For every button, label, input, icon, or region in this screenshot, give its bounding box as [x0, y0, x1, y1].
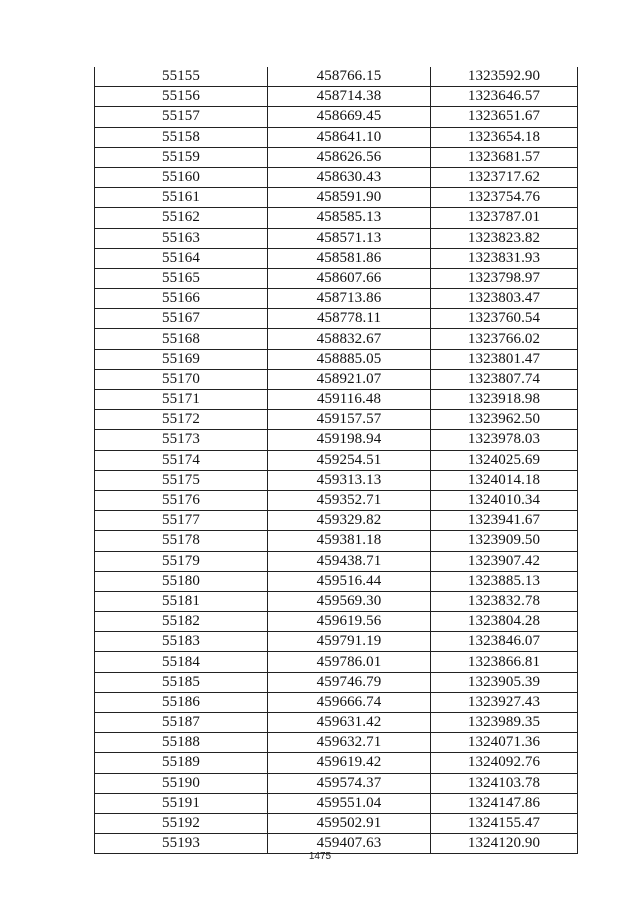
table-row [95, 450, 578, 470]
y-coordinate-cell: 1323646.57 [431, 87, 578, 107]
y-coordinate-cell: 1324147.86 [431, 793, 578, 813]
table-row [95, 67, 578, 87]
table-row [95, 430, 578, 450]
table-row [95, 228, 578, 248]
y-coordinate-cell: 1323754.76 [431, 188, 578, 208]
x-coordinate-cell: 459329.82 [268, 511, 431, 531]
y-coordinate-cell: 1324025.69 [431, 450, 578, 470]
table-row [95, 571, 578, 591]
table-row [95, 591, 578, 611]
table-row [95, 773, 578, 793]
table-row [95, 329, 578, 349]
y-coordinate-cell: 1323803.47 [431, 289, 578, 309]
table-row [95, 410, 578, 430]
point-id-cell: 55176 [95, 490, 268, 510]
x-coordinate-cell: 458885.05 [268, 349, 431, 369]
y-coordinate-cell: 1323766.02 [431, 329, 578, 349]
table-row [95, 167, 578, 187]
point-id-cell: 55180 [95, 571, 268, 591]
x-coordinate-cell: 458921.07 [268, 369, 431, 389]
x-coordinate-cell: 459116.48 [268, 390, 431, 410]
table-row [95, 672, 578, 692]
x-coordinate-cell: 458669.45 [268, 107, 431, 127]
coordinate-table [94, 67, 578, 854]
x-coordinate-cell: 459551.04 [268, 793, 431, 813]
y-coordinate-cell: 1323787.01 [431, 208, 578, 228]
x-coordinate-cell: 459666.74 [268, 692, 431, 712]
y-coordinate-cell: 1323978.03 [431, 430, 578, 450]
point-id-cell: 55160 [95, 167, 268, 187]
point-id-cell: 55190 [95, 773, 268, 793]
point-id-cell: 55165 [95, 268, 268, 288]
x-coordinate-cell: 458571.13 [268, 228, 431, 248]
table-row [95, 470, 578, 490]
point-id-cell: 55161 [95, 188, 268, 208]
table-row [95, 188, 578, 208]
y-coordinate-cell: 1323989.35 [431, 713, 578, 733]
point-id-cell: 55167 [95, 309, 268, 329]
y-coordinate-cell: 1324120.90 [431, 834, 578, 854]
table-row [95, 713, 578, 733]
point-id-cell: 55172 [95, 410, 268, 430]
x-coordinate-cell: 459574.37 [268, 773, 431, 793]
x-coordinate-cell: 458591.90 [268, 188, 431, 208]
y-coordinate-cell: 1323885.13 [431, 571, 578, 591]
table-row [95, 793, 578, 813]
y-coordinate-cell: 1323905.39 [431, 672, 578, 692]
x-coordinate-cell: 459407.63 [268, 834, 431, 854]
table-row [95, 369, 578, 389]
x-coordinate-cell: 459619.56 [268, 612, 431, 632]
table-row [95, 127, 578, 147]
table-row [95, 612, 578, 632]
page-number: 1475 [308, 851, 332, 862]
x-coordinate-cell: 458641.10 [268, 127, 431, 147]
table-row [95, 632, 578, 652]
y-coordinate-cell: 1323909.50 [431, 531, 578, 551]
point-id-cell: 55181 [95, 591, 268, 611]
x-coordinate-cell: 459632.71 [268, 733, 431, 753]
y-coordinate-cell: 1323681.57 [431, 147, 578, 167]
y-coordinate-cell: 1324103.78 [431, 773, 578, 793]
y-coordinate-cell: 1323831.93 [431, 248, 578, 268]
x-coordinate-cell: 459619.42 [268, 753, 431, 773]
point-id-cell: 55183 [95, 632, 268, 652]
point-id-cell: 55188 [95, 733, 268, 753]
table-row [95, 208, 578, 228]
y-coordinate-cell: 1324014.18 [431, 470, 578, 490]
y-coordinate-cell: 1324071.36 [431, 733, 578, 753]
point-id-cell: 55182 [95, 612, 268, 632]
x-coordinate-cell: 459516.44 [268, 571, 431, 591]
point-id-cell: 55187 [95, 713, 268, 733]
x-coordinate-cell: 458581.86 [268, 248, 431, 268]
y-coordinate-cell: 1323798.97 [431, 268, 578, 288]
y-coordinate-cell: 1323804.28 [431, 612, 578, 632]
point-id-cell: 55175 [95, 470, 268, 490]
x-coordinate-cell: 459438.71 [268, 551, 431, 571]
point-id-cell: 55162 [95, 208, 268, 228]
point-id-cell: 55184 [95, 652, 268, 672]
x-coordinate-cell: 458714.38 [268, 87, 431, 107]
x-coordinate-cell: 459786.01 [268, 652, 431, 672]
y-coordinate-cell: 1323807.74 [431, 369, 578, 389]
y-coordinate-cell: 1323823.82 [431, 228, 578, 248]
y-coordinate-cell: 1323832.78 [431, 591, 578, 611]
y-coordinate-cell: 1323760.54 [431, 309, 578, 329]
y-coordinate-cell: 1323962.50 [431, 410, 578, 430]
point-id-cell: 55185 [95, 672, 268, 692]
x-coordinate-cell: 459791.19 [268, 632, 431, 652]
x-coordinate-cell: 458626.56 [268, 147, 431, 167]
x-coordinate-cell: 459381.18 [268, 531, 431, 551]
x-coordinate-cell: 458585.13 [268, 208, 431, 228]
table-row [95, 511, 578, 531]
table-row [95, 289, 578, 309]
table-row [95, 309, 578, 329]
x-coordinate-cell: 458778.11 [268, 309, 431, 329]
x-coordinate-cell: 459746.79 [268, 672, 431, 692]
point-id-cell: 55163 [95, 228, 268, 248]
point-id-cell: 55179 [95, 551, 268, 571]
point-id-cell: 55157 [95, 107, 268, 127]
x-coordinate-cell: 458630.43 [268, 167, 431, 187]
point-id-cell: 55164 [95, 248, 268, 268]
table-row [95, 268, 578, 288]
point-id-cell: 55155 [95, 67, 268, 87]
y-coordinate-cell: 1323801.47 [431, 349, 578, 369]
coordinate-table-body [95, 67, 578, 854]
point-id-cell: 55178 [95, 531, 268, 551]
table-row [95, 692, 578, 712]
y-coordinate-cell: 1324155.47 [431, 813, 578, 833]
table-row [95, 390, 578, 410]
y-coordinate-cell: 1323941.67 [431, 511, 578, 531]
x-coordinate-cell: 459352.71 [268, 490, 431, 510]
y-coordinate-cell: 1323866.81 [431, 652, 578, 672]
y-coordinate-cell: 1324092.76 [431, 753, 578, 773]
point-id-cell: 55193 [95, 834, 268, 854]
point-id-cell: 55158 [95, 127, 268, 147]
x-coordinate-cell: 459502.91 [268, 813, 431, 833]
point-id-cell: 55191 [95, 793, 268, 813]
point-id-cell: 55192 [95, 813, 268, 833]
table-row [95, 248, 578, 268]
x-coordinate-cell: 459157.57 [268, 410, 431, 430]
x-coordinate-cell: 459569.30 [268, 591, 431, 611]
y-coordinate-cell: 1323654.18 [431, 127, 578, 147]
x-coordinate-cell: 459198.94 [268, 430, 431, 450]
point-id-cell: 55174 [95, 450, 268, 470]
x-coordinate-cell: 458607.66 [268, 268, 431, 288]
point-id-cell: 55170 [95, 369, 268, 389]
table-row [95, 733, 578, 753]
y-coordinate-cell: 1323918.98 [431, 390, 578, 410]
point-id-cell: 55186 [95, 692, 268, 712]
point-id-cell: 55177 [95, 511, 268, 531]
x-coordinate-cell: 458766.15 [268, 67, 431, 87]
x-coordinate-cell: 458832.67 [268, 329, 431, 349]
point-id-cell: 55169 [95, 349, 268, 369]
table-row [95, 87, 578, 107]
y-coordinate-cell: 1323927.43 [431, 692, 578, 712]
table-row [95, 490, 578, 510]
x-coordinate-cell: 459254.51 [268, 450, 431, 470]
point-id-cell: 55171 [95, 390, 268, 410]
point-id-cell: 55168 [95, 329, 268, 349]
y-coordinate-cell: 1323846.07 [431, 632, 578, 652]
point-id-cell: 55156 [95, 87, 268, 107]
point-id-cell: 55166 [95, 289, 268, 309]
table-row [95, 813, 578, 833]
table-row [95, 551, 578, 571]
y-coordinate-cell: 1323717.62 [431, 167, 578, 187]
point-id-cell: 55189 [95, 753, 268, 773]
x-coordinate-cell: 459313.13 [268, 470, 431, 490]
table-row [95, 652, 578, 672]
y-coordinate-cell: 1323592.90 [431, 67, 578, 87]
x-coordinate-cell: 458713.86 [268, 289, 431, 309]
table-row [95, 531, 578, 551]
table-row [95, 753, 578, 773]
table-row [95, 107, 578, 127]
x-coordinate-cell: 459631.42 [268, 713, 431, 733]
point-id-cell: 55173 [95, 430, 268, 450]
table-row [95, 147, 578, 167]
y-coordinate-cell: 1323907.42 [431, 551, 578, 571]
table-row [95, 349, 578, 369]
y-coordinate-cell: 1324010.34 [431, 490, 578, 510]
point-id-cell: 55159 [95, 147, 268, 167]
y-coordinate-cell: 1323651.67 [431, 107, 578, 127]
